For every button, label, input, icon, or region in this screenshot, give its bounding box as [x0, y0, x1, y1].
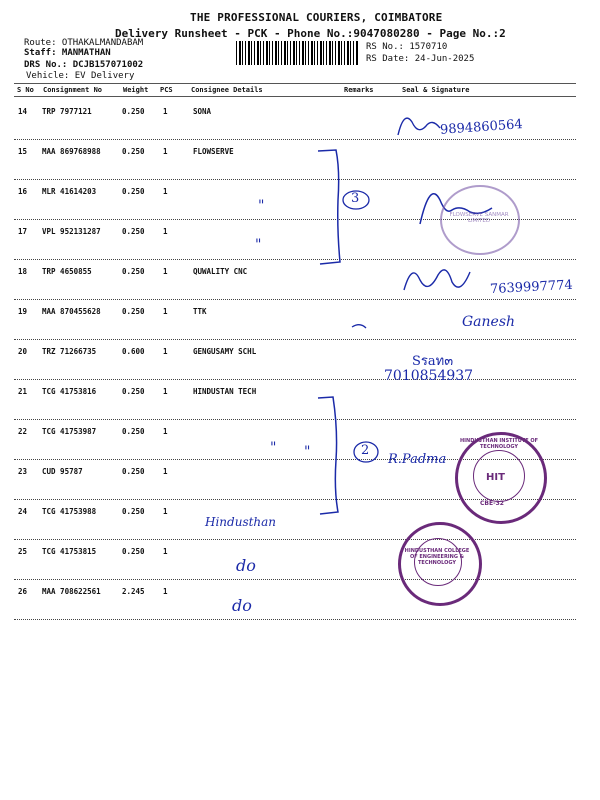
- col-consignee: Consignee Details: [191, 86, 263, 94]
- row-14-weight: 0.250: [122, 107, 145, 116]
- row-15-sno: 15: [18, 147, 28, 156]
- row-22-sno: 22: [18, 427, 28, 436]
- row-17-sno: 17: [18, 227, 28, 236]
- handwritten-ditto-4: ": [304, 444, 311, 460]
- col-seal: Seal & Signature: [402, 86, 470, 94]
- row-19-weight: 0.250: [122, 307, 145, 316]
- signature-sona: [398, 118, 440, 135]
- row-21-pcs: 1: [163, 387, 168, 396]
- row-26-weight: 2.245: [122, 587, 145, 596]
- row-18-pcs: 1: [163, 267, 168, 276]
- handwritten-ditto-2: ": [255, 237, 262, 253]
- row-18-consignee: QUWALITY CNC: [193, 267, 248, 276]
- row-16-weight: 0.250: [122, 187, 145, 196]
- handwritten-hindustan: Hindusthan: [205, 515, 277, 529]
- handwritten-phone-sona: 9894860564: [439, 117, 524, 138]
- row-22-weight: 0.250: [122, 427, 145, 436]
- handwritten-ditto-1: ": [258, 198, 265, 214]
- handwritten-name-sengusamy: Sรaท๓: [412, 354, 454, 369]
- flowserve-stamp-text: FLOWSERVE SANMAR LIMITED: [449, 212, 509, 224]
- row-18-consignment: TRP 4650855: [42, 267, 92, 276]
- row-23-pcs: 1: [163, 467, 168, 476]
- row-21-sno: 21: [18, 387, 28, 396]
- row-21-weight: 0.250: [122, 387, 145, 396]
- handwritten-count-3: 3: [351, 191, 360, 206]
- row-25-sno: 25: [18, 547, 28, 556]
- row-15-weight: 0.250: [122, 147, 145, 156]
- row-23-weight: 0.250: [122, 467, 145, 476]
- row-24-sno: 24: [18, 507, 28, 516]
- hit-stamp-center: HIT: [486, 472, 505, 483]
- row-20-consignee: GENGUSAMY SCHL: [193, 347, 257, 356]
- runsheet-title: Delivery Runsheet - PCK - Phone No.:9047080280 - Page No.:2: [115, 27, 506, 40]
- handwritten-do-1: do: [236, 556, 256, 575]
- col-pcs: PCS: [160, 86, 173, 94]
- row-20-consignment: TRZ 71266735: [42, 347, 97, 356]
- row-14-sno: 14: [18, 107, 28, 116]
- row-23-consignment: CUD 95787: [42, 467, 83, 476]
- row-26-consignment: MAA 708622561: [42, 587, 101, 596]
- row-25-consignment: TCG 41753815: [42, 547, 97, 556]
- row-14-consignee: SONA: [193, 107, 212, 116]
- handwritten-do-2: do: [232, 596, 252, 615]
- row-18-weight: 0.250: [122, 267, 145, 276]
- row-17-pcs: 1: [163, 227, 168, 236]
- row-26-sno: 26: [18, 587, 28, 596]
- row-20-weight: 0.600: [122, 347, 145, 356]
- row-20-pcs: 1: [163, 347, 168, 356]
- handwritten-phone-qcnc: 7639997774: [489, 277, 574, 298]
- row-26-pcs: 1: [163, 587, 168, 596]
- row-21-consignment: TCG 41753816: [42, 387, 97, 396]
- handwritten-count-2: 2: [361, 443, 370, 458]
- row-23-sno: 23: [18, 467, 28, 476]
- row-21-consignee: HINDUSTAN TECH: [193, 387, 257, 396]
- row-19-pcs: 1: [163, 307, 168, 316]
- row-14-pcs: 1: [163, 107, 168, 116]
- row-15-pcs: 1: [163, 147, 168, 156]
- row-18-sno: 18: [18, 267, 28, 276]
- hit-stamp-city: CBE-32: [480, 500, 504, 507]
- row-16-consignment: MLR 41614203: [42, 187, 97, 196]
- row-16-pcs: 1: [163, 187, 168, 196]
- staff-label: Staff: MANMATHAN: [24, 48, 111, 58]
- row-24-consignment: TCG 41753988: [42, 507, 97, 516]
- row-19-sno: 19: [18, 307, 28, 316]
- row-22-consignment: TCG 41753987: [42, 427, 97, 436]
- signature-qcnc: [404, 270, 470, 290]
- row-15-consignment: MAA 869768988: [42, 147, 101, 156]
- col-weight: Weight: [123, 86, 149, 94]
- row-25-pcs: 1: [163, 547, 168, 556]
- row-24-weight: 0.250: [122, 507, 145, 516]
- row-15-consignee: FLOWSERVE: [193, 147, 234, 156]
- company-title: THE PROFESSIONAL COURIERS, COIMBATORE: [190, 11, 443, 24]
- tick-ttk: [352, 325, 366, 328]
- row-25-weight: 0.250: [122, 547, 145, 556]
- row-19-consignee: TTK: [193, 307, 207, 316]
- vehicle-label: Vehicle: EV Delivery: [26, 71, 135, 81]
- drs-number: DRS No.: DCJB157071002: [24, 60, 144, 70]
- row-24-pcs: 1: [163, 507, 168, 516]
- handwritten-ditto-3: ": [270, 440, 277, 456]
- bracket-lower: [318, 397, 338, 514]
- row-17-weight: 0.250: [122, 227, 145, 236]
- handwritten-signature-ttk: Ganesh: [462, 314, 516, 330]
- college-stamp-text: HINDUSTHAN COLLEGE OF ENGINEERING & TECHNOLOGY: [404, 548, 470, 566]
- route-label: Route: OTHAKALMANDABAM: [24, 38, 144, 48]
- col-consignment: Consignment No: [43, 86, 103, 94]
- row-19-consignment: MAA 870455628: [42, 307, 101, 316]
- rs-date: RS Date: 24-Jun-2025: [366, 54, 475, 64]
- bracket-upper: [318, 150, 340, 264]
- col-sno: S No: [17, 86, 34, 94]
- row-22-pcs: 1: [163, 427, 168, 436]
- row-20-sno: 20: [18, 347, 28, 356]
- row-14-consignment: TRP 7977121: [42, 107, 92, 116]
- handwritten-signature-hit: R.Padma: [388, 452, 447, 467]
- rs-number: RS No.: 1570710: [366, 42, 448, 52]
- row-16-sno: 16: [18, 187, 28, 196]
- col-remarks: Remarks: [344, 86, 374, 94]
- handwritten-phone-sengusamy: 7010854937: [384, 368, 474, 384]
- hit-stamp-ring-text: HINDUSTHAN INSTITUTE OF TECHNOLOGY: [459, 438, 539, 450]
- row-17-consignment: VPL 952131287: [42, 227, 101, 236]
